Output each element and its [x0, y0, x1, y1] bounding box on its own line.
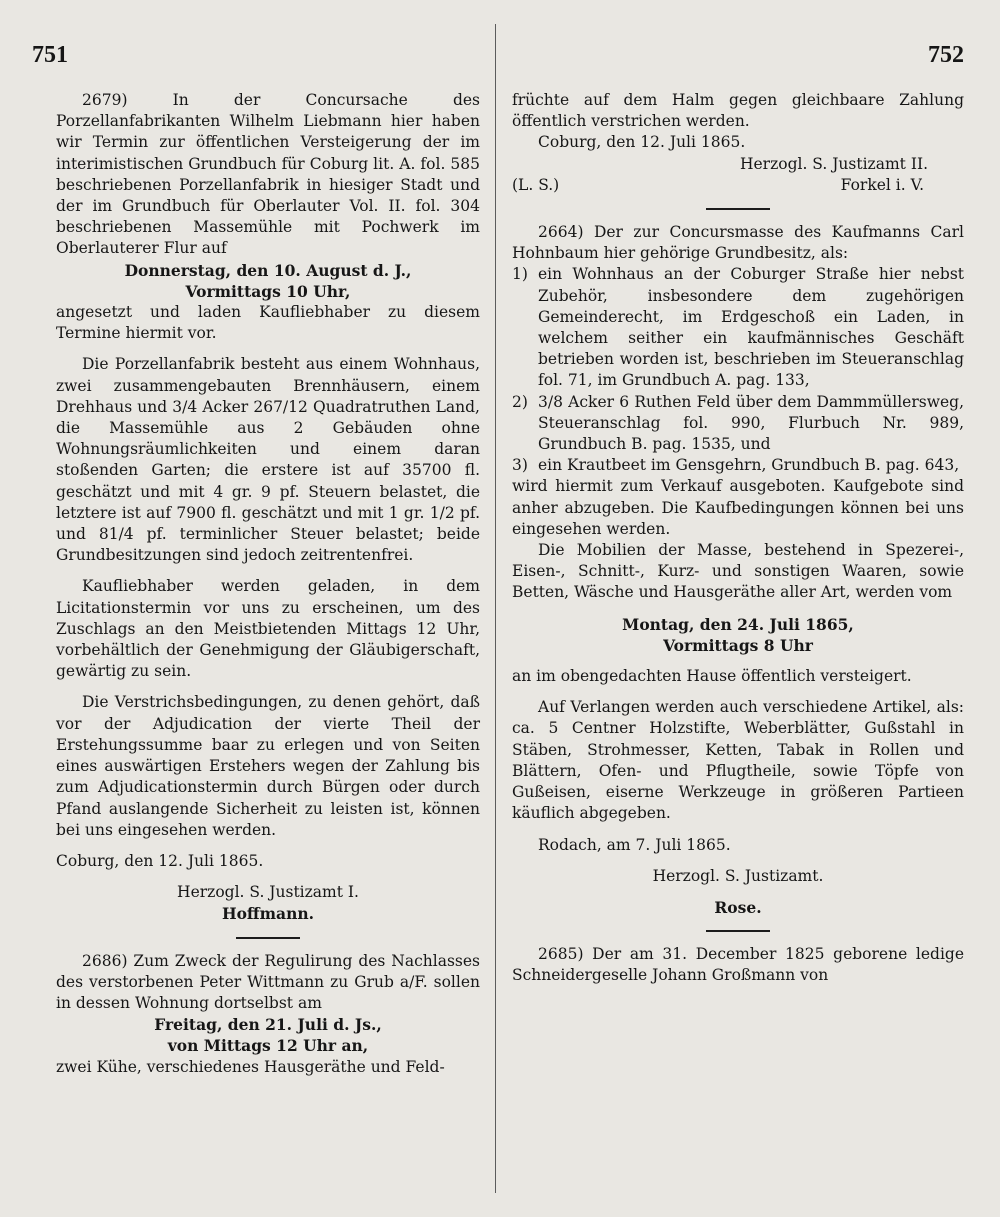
right-column — [512, 90, 964, 987]
section-rule — [236, 937, 300, 939]
list-item-text: 3/8 Acker 6 Ruthen Feld über dem Dammmüllersweg, Steueranschlag fol. 990, Flurbuch Nr. 989, Grundbuch B. pag. 1535, und — [538, 392, 964, 454]
notice-2664-date: Montag, den 24. Juli 1865, — [622, 614, 854, 634]
left-column — [56, 90, 480, 1078]
notice-2664-auction: an im obengedachten Hause öffentlich versteigert. — [512, 667, 912, 686]
notice-2686-signer: Forkel i. V. — [840, 175, 924, 194]
seal-mark: (L. S.) — [512, 175, 560, 194]
notice-2679-date: Donnerstag, den 10. August d. J., — [124, 260, 412, 280]
notice-2679-bidders: Kaufliebhaber werden geladen, in dem Licitationstermin vor uns zu erscheinen, um des Zuschlags an den Meistbietenden Mittags 12 Uhr, vorbehältlich der Genehmigung der Gläubigerschaft, gewärtig zu sein. — [56, 577, 480, 681]
notice-2664-signer: Rose. — [714, 897, 762, 917]
notice-2686-time: von Mittags 12 Uhr an, — [167, 1036, 369, 1056]
notice-2686-intro: 2686) Zum Zweck der Regulirung des Nachlasses des verstorbenen Peter Wittmann zu Grub a/F. sollen in dessen Wohnung dortselbst am — [56, 951, 480, 1012]
notice-2686-date: Freitag, den 21. Juli d. Js., — [154, 1015, 382, 1035]
page-number-right: 752 — [928, 42, 964, 68]
notice-2664-movables: Die Mobilien der Masse, bestehend in Spezerei-, Eisen-, Schnitt-, Kurz- und sonstigen Waaren, sowie Betten, Wäsche und Hausgeräthe aller Art, werden vom — [512, 541, 964, 602]
notice-2679-signer: Hoffmann. — [221, 904, 315, 924]
notice-2686-text: zwei Kühe, verschiedenes Hausgeräthe und Feld- — [56, 1057, 445, 1076]
notice-2679-place-date: Coburg, den 12. Juli 1865. — [56, 851, 264, 870]
page-number-left: 751 — [32, 42, 68, 68]
list-item — [512, 455, 964, 476]
list-item — [512, 264, 964, 391]
notice-2685-text: 2685) Der am 31. December 1825 geborene ledige Schneidergeselle Johann Großmann von — [512, 945, 964, 985]
notice-2686-place-date: Coburg, den 12. Juli 1865. — [538, 133, 746, 152]
notice-2679-conditions: Die Verstrichsbedingungen, zu denen gehört, daß vor der Adjudication der vierte Theil der Erstehungssumme baar zu erlegen und von Seiten eines auswärtigen Erstehers wegen der Zahlung bis zum Adjudicationstermin durch Bürgen oder durch Pfand auslangende Sicherheit zu leisten ist, können bei uns eingesehen werden. — [56, 693, 480, 839]
notice-2686-continuation: früchte auf dem Halm gegen gleichbaare Zahlung öffentlich verstrichen werden. — [512, 91, 964, 131]
column-divider — [495, 24, 496, 1193]
notice-2679-invitation: angesetzt und laden Kaufliebhaber zu diesem Termine hiermit vor. — [56, 303, 480, 343]
section-rule — [706, 208, 770, 210]
notice-2679-authority: Herzogl. S. Justizamt I. — [177, 883, 359, 902]
notice-2664-time: Vormittags 8 Uhr — [663, 635, 813, 655]
list-item-number: 2) — [512, 392, 528, 411]
notice-2664-intro: 2664) Der zur Concursmasse des Kaufmanns Carl Hohnbaum hier gehörige Grundbesitz, als: — [512, 223, 964, 263]
list-item — [512, 392, 964, 456]
seal-signature-row — [512, 175, 964, 196]
list-item-number: 3) — [512, 456, 528, 475]
notice-2664-place-date: Rodach, am 7. Juli 1865. — [538, 835, 731, 854]
notice-2679-intro: 2679) In der Concursache des Porzellanfabrikanten Wilhelm Liebmann hier haben wir Termin zur öffentlichen Versteigerung der im interimistischen Grundbuch für Coburg lit. A. fol. 585 beschriebenen Porzellanfabrik in hiesiger Stadt und der im Grundbuch für Oberlauter Vol. II. fol. 304 beschriebenen Massemühle mit Pochwerk im Oberlauterer Flur auf — [56, 91, 480, 258]
notice-2686-authority: Herzogl. S. Justizamt II. — [739, 154, 928, 173]
notice-2679-time: Vormittags 10 Uhr, — [185, 281, 351, 301]
notice-2664-sale: wird hiermit zum Verkauf ausgeboten. Kaufgebote sind anher abzugeben. Die Kaufbedingungen können bei uns eingesehen werden. — [512, 477, 964, 538]
list-item-number: 1) — [512, 265, 528, 284]
notice-2664-articles: Auf Verlangen werden auch verschiedene Artikel, als: ca. 5 Centner Holzstifte, Weberblätter, Gußstahl in Stäben, Strohmesser, Ketten, Tabak in Rollen und Blättern, Ofen- und Pflugtheile, sowie Töpfe von Gußeisen, eiserne Werkzeuge in größeren Partieen käuflich abgegeben. — [512, 698, 964, 823]
notice-2679-description: Die Porzellanfabrik besteht aus einem Wohnhaus, zwei zusammengebauten Brennhäusern, einem Drehhaus und 3/4 Acker 267/12 Quadratruthen Land, die Massemühle aus 2 Gebäuden ohne Wohnungsräumlichkeiten und einem daran stoßenden Garten; die erstere ist auf 35700 fl. geschätzt und mit 4 gr. 9 pf. Steuern belastet, die letztere ist auf 7900 fl. geschätzt und mit 1 gr. 1/2 pf. und 81/4 pf. terminlicher Steuer belastet; beide Grundbesitzungen sind jedoch zeitrentenfrei. — [56, 355, 480, 565]
notice-2664-authority: Herzogl. S. Justizamt. — [652, 866, 824, 885]
list-item-text: ein Krautbeet im Gensgehrn, Grundbuch B. pag. 643, — [538, 456, 960, 475]
list-item-text: ein Wohnhaus an der Coburger Straße hier nebst Zubehör, insbesondere dem zugehörigen Gemeinderecht, im Erdgeschoß ein Laden, in welchem seither ein kaufmännisches Geschäft betrieben worden ist, beschrieben im Steueranschlag fol. 71, im Grundbuch A. pag. 133, — [538, 265, 964, 390]
section-rule — [706, 930, 770, 932]
